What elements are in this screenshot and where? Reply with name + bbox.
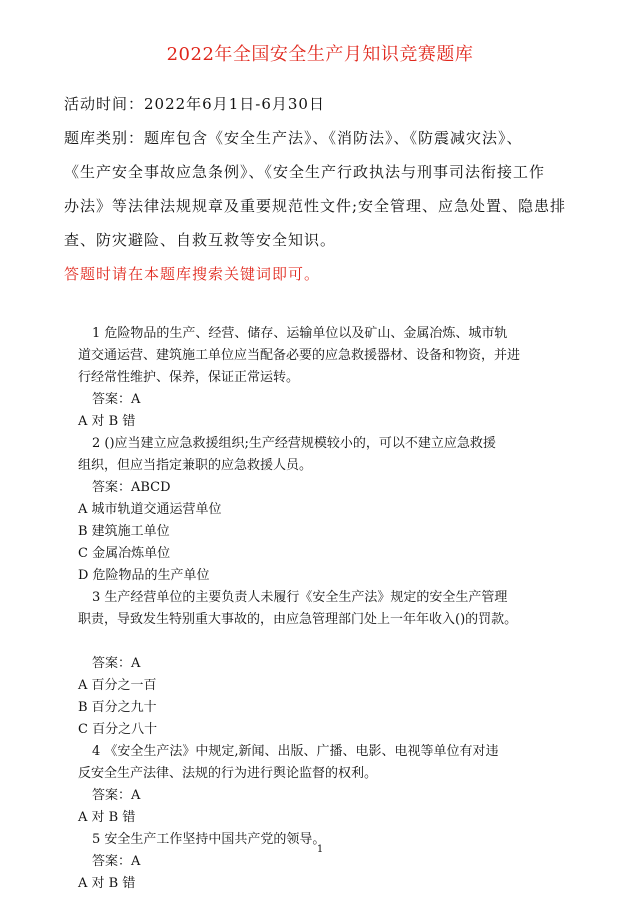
category-line: 《生产安全事故应急条例》、《安全生产行政执法与刑事司法衔接工作 bbox=[64, 163, 546, 181]
answer-text: 答案：ABCD bbox=[92, 480, 171, 495]
category-line: 题库类别：题库包含《安全生产法》、《消防法》、《防震减灾法》、 bbox=[64, 129, 523, 147]
question-stem: 1 危险物品的生产、经营、储存、运输单位以及矿山、金属冶炼、城市轨 bbox=[92, 326, 508, 341]
question-list bbox=[78, 323, 578, 895]
question-stem: 5 安全生产工作坚持中国共产党的领导。 bbox=[92, 832, 326, 847]
answer-text: 答案：A bbox=[92, 854, 141, 869]
activity-time: 活动时间：2022年6月1日-6月30日 bbox=[64, 95, 325, 113]
option-text: A 对 B 错 bbox=[78, 876, 136, 891]
answer-text: 答案：A bbox=[92, 656, 141, 671]
question-stem: 反安全生产法律、法规的行为进行舆论监督的权利。 bbox=[78, 766, 378, 781]
question-stem: 2 ()应当建立应急救援组织;生产经营规模较小的，可以不建立应急救援 bbox=[92, 436, 496, 451]
question-stem: 职责，导致发生特别重大事故的，由应急管理部门处上一年年收入()的罚款。 bbox=[78, 612, 518, 627]
option-text: B 建筑施工单位 bbox=[78, 524, 170, 539]
answer-text: 答案：A bbox=[92, 788, 141, 803]
page-number: 1 bbox=[316, 844, 324, 855]
question-stem: 组织，但应当指定兼职的应急救援人员。 bbox=[78, 458, 313, 473]
question-stem: 行经常性维护、保养，保证正常运转。 bbox=[78, 370, 300, 385]
question-stem: 4 《安全生产法》中规定,新闻、出版、广播、电影、电视等单位有对违 bbox=[92, 744, 499, 759]
option-text: C 金属冶炼单位 bbox=[78, 546, 171, 561]
blank-line bbox=[78, 631, 578, 653]
option-text: A 对 B 错 bbox=[78, 414, 136, 429]
option-text: D 危险物品的生产单位 bbox=[78, 568, 210, 583]
notice-text: 答题时请在本题库搜索关键词即可。 bbox=[64, 265, 321, 283]
document-title: 2022年全国安全生产月知识竞赛题库 bbox=[166, 44, 474, 65]
category-line: 查、防灾避险、自救互救等安全知识。 bbox=[64, 231, 337, 249]
option-text: A 城市轨道交通运营单位 bbox=[78, 502, 222, 517]
header-block bbox=[64, 87, 604, 291]
option-text: B 百分之九十 bbox=[78, 700, 157, 715]
option-text: A 百分之一百 bbox=[78, 678, 157, 693]
answer-text: 答案：A bbox=[92, 392, 141, 407]
question-stem: 道交通运营、建筑施工单位应当配备必要的应急救援器材、设备和物资，并进 bbox=[78, 348, 521, 363]
category-line: 办法》等法律法规规章及重要规范性文件;安全管理、应急处置、隐患排 bbox=[64, 197, 567, 215]
option-text: A 对 B 错 bbox=[78, 810, 136, 825]
question-stem: 3 生产经营单位的主要负责人未履行《安全生产法》规定的安全生产管理 bbox=[92, 590, 508, 605]
option-text: C 百分之八十 bbox=[78, 722, 158, 737]
